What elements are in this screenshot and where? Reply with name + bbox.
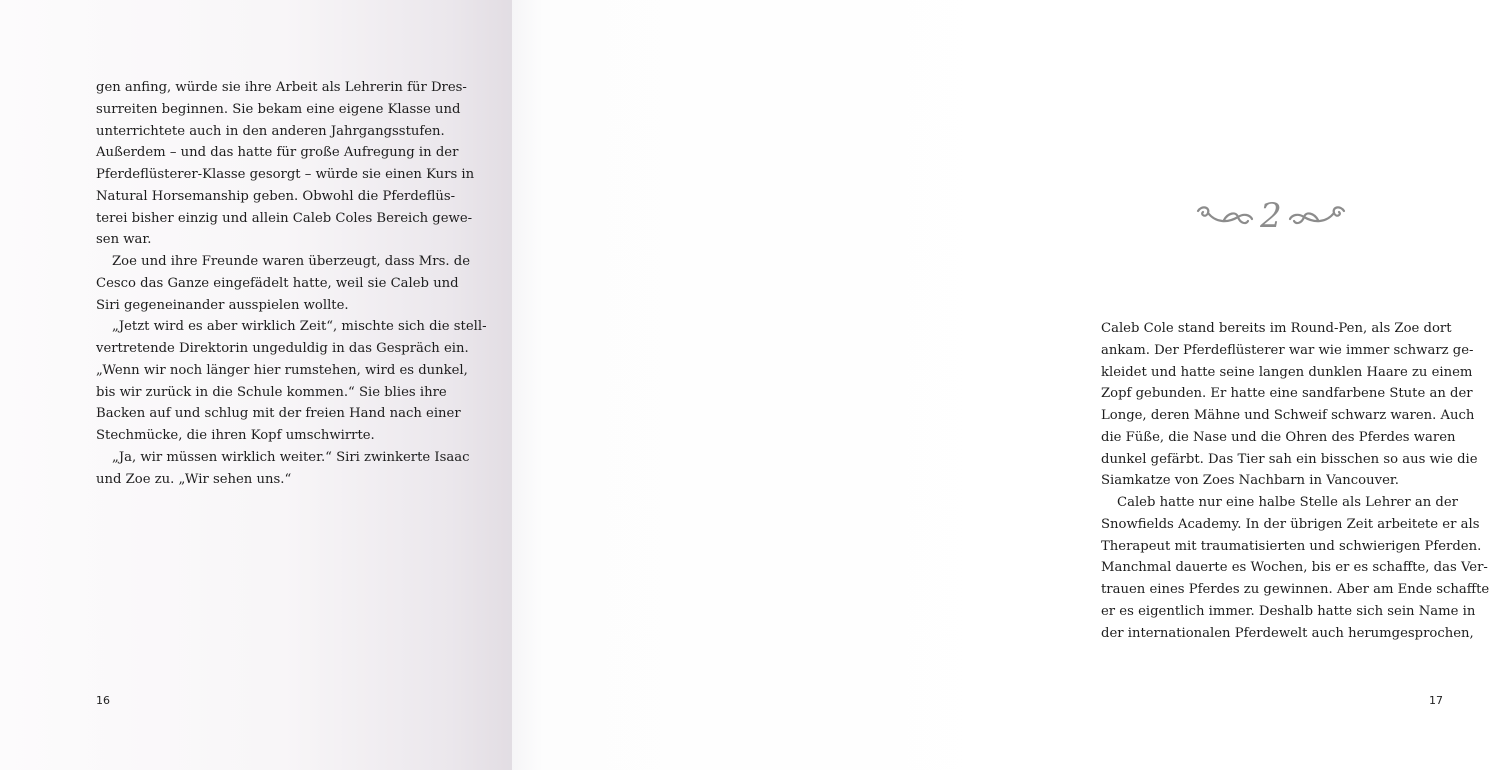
text-line: und Zoe zu. „Wir sehen uns.“ bbox=[96, 471, 292, 487]
text-line: kleidet und hatte seine langen dunklen Haare zu einem bbox=[1101, 364, 1473, 380]
text-line: dunkel gefärbt. Das Tier sah ein bisschen so aus wie die bbox=[1101, 451, 1478, 467]
left-page-number: 16 bbox=[96, 694, 110, 707]
text-line: Caleb Cole stand bereits im Round-Pen, als Zoe dort bbox=[1101, 321, 1452, 336]
left-page bbox=[0, 0, 512, 770]
text-line: unterrichtete auch in den anderen Jahrgangsstufen. bbox=[96, 123, 445, 139]
text-line: Siri gegeneinander ausspielen wollte. bbox=[96, 297, 349, 313]
text-line: sen war. bbox=[96, 232, 152, 248]
text-line: „Jetzt wird es aber wirklich Zeit“, mischte sich die stell- bbox=[112, 319, 487, 335]
left-page-body bbox=[96, 77, 487, 490]
text-line: Pferdeflüsterer-Klasse gesorgt – würde sie einen Kurs in bbox=[96, 167, 475, 182]
paragraph bbox=[1101, 492, 1489, 644]
text-line: Zoe und ihre Freunde waren überzeugt, dass Mrs. de bbox=[112, 254, 471, 269]
text-line: trauen eines Pferdes zu gewinnen. Aber am Ende schaffte bbox=[1101, 582, 1489, 597]
text-line: Zopf gebunden. Er hatte eine sandfarbene Stute an der bbox=[1101, 386, 1473, 402]
text-line: Stechmücke, die ihren Kopf umschwirrte. bbox=[96, 428, 375, 443]
text-line: Therapeut mit traumatisierten und schwierigen Pferden. bbox=[1101, 538, 1482, 554]
paragraph bbox=[96, 316, 487, 447]
text-line: Caleb hatte nur eine halbe Stelle als Lehrer an der bbox=[1117, 495, 1458, 510]
paragraph bbox=[96, 447, 470, 491]
text-line: vertretende Direktorin ungeduldig in das Gespräch ein. bbox=[96, 341, 469, 356]
chapter-number: 2 bbox=[1260, 196, 1282, 236]
right-page-body bbox=[1101, 318, 1489, 644]
text-line: Cesco das Ganze eingefädelt hatte, weil sie Caleb und bbox=[96, 275, 459, 291]
text-line: Snowfields Academy. In der übrigen Zeit arbeitete er als bbox=[1101, 516, 1480, 532]
text-line: Außerdem – und das hatte für große Aufregung in der bbox=[96, 145, 459, 161]
text-line: surreiten beginnen. Sie bekam eine eigene Klasse und bbox=[96, 101, 461, 117]
text-line: ankam. Der Pferdeflüsterer war wie immer schwarz ge- bbox=[1101, 342, 1474, 358]
text-line: „Wenn wir noch länger hier rumstehen, wird es dunkel, bbox=[96, 362, 468, 378]
scroll-ornament-right-icon bbox=[1288, 203, 1348, 229]
paragraph bbox=[96, 251, 471, 316]
paragraph bbox=[96, 77, 475, 251]
text-line: Natural Horsemanship geben. Obwohl die Pferdeflüs- bbox=[96, 188, 456, 204]
text-line: terei bisher einzig und allein Caleb Coles Bereich gewe- bbox=[96, 210, 473, 226]
text-line: Manchmal dauerte es Wochen, bis er es schaffte, das Ver- bbox=[1101, 560, 1488, 576]
paragraph bbox=[1101, 318, 1478, 492]
text-line: der internationalen Pferdewelt auch herumgesprochen, bbox=[1101, 625, 1474, 641]
chapter-heading bbox=[1188, 196, 1354, 236]
text-line: er es eigentlich immer. Deshalb hatte sich sein Name in bbox=[1101, 603, 1476, 619]
text-line: die Füße, die Nase und die Ohren des Pferdes waren bbox=[1101, 429, 1456, 445]
right-page-number: 17 bbox=[1429, 694, 1443, 707]
text-line: Longe, deren Mähne und Schweif schwarz waren. Auch bbox=[1101, 408, 1475, 423]
text-line: Siamkatze von Zoes Nachbarn in Vancouver. bbox=[1101, 473, 1399, 489]
text-line: Backen auf und schlug mit der freien Hand nach einer bbox=[96, 406, 461, 422]
right-page bbox=[512, 0, 1489, 770]
text-line: „Ja, wir müssen wirklich weiter.“ Siri zwinkerte Isaac bbox=[112, 449, 470, 465]
text-line: bis wir zurück in die Schule kommen.“ Sie blies ihre bbox=[96, 384, 447, 400]
text-line: gen anfing, würde sie ihre Arbeit als Lehrerin für Dres- bbox=[96, 80, 467, 95]
scroll-ornament-left-icon bbox=[1194, 203, 1254, 229]
